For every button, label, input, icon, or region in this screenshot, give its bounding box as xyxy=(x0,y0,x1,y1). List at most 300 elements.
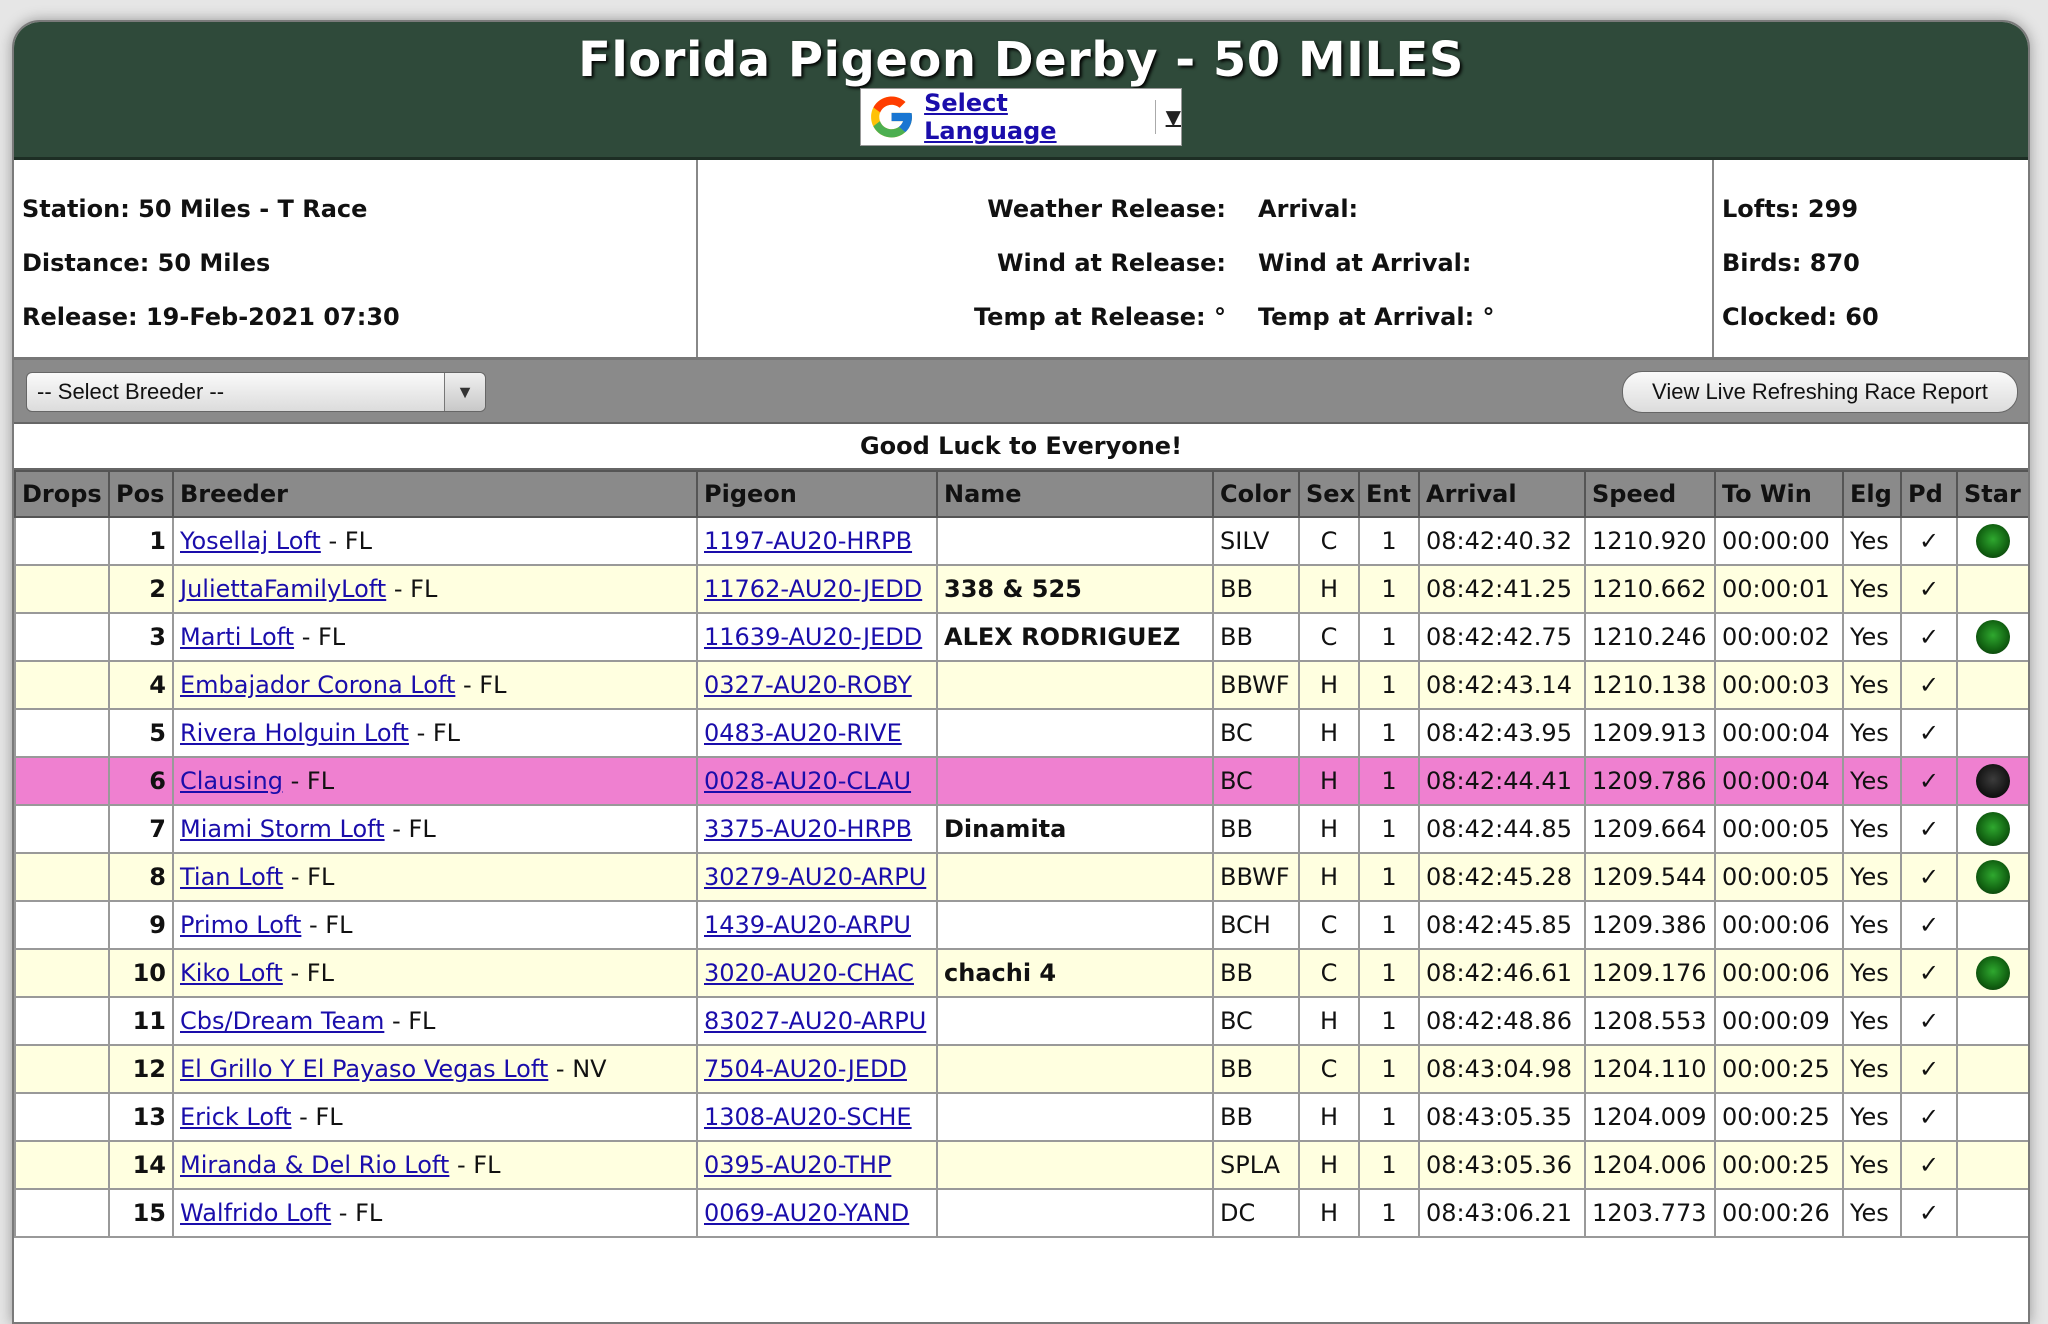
pigeon-link[interactable]: 11639-AU20-JEDD xyxy=(704,623,923,651)
eligible-cell: Yes xyxy=(1843,1141,1901,1189)
paid-cell: ✓ xyxy=(1901,757,1957,805)
to-win-cell: 00:00:09 xyxy=(1715,997,1843,1045)
breeder-link[interactable]: Marti Loft xyxy=(180,623,295,651)
star-cell xyxy=(1957,757,2029,805)
pigeon-link[interactable]: 11762-AU20-JEDD xyxy=(704,575,923,603)
announcement-text: Good Luck to Everyone! xyxy=(14,424,2028,470)
entries-cell: 1 xyxy=(1359,1189,1419,1237)
breeder-link[interactable]: Kiko Loft xyxy=(180,959,283,987)
eligible-cell: Yes xyxy=(1843,661,1901,709)
eligible-cell: Yes xyxy=(1843,517,1901,565)
dropdown-arrow-icon[interactable]: ▼ xyxy=(1165,105,1181,129)
breeder-state: - FL xyxy=(291,1103,343,1131)
to-win-cell: 00:00:25 xyxy=(1715,1141,1843,1189)
speed-cell: 1203.773 xyxy=(1585,1189,1715,1237)
pigeon-link[interactable]: 0327-AU20-ROBY xyxy=(704,671,912,699)
entries-cell: 1 xyxy=(1359,757,1419,805)
pigeon-link[interactable]: 83027-AU20-ARPU xyxy=(704,1007,927,1035)
table-row[interactable] xyxy=(15,1093,2029,1141)
breeder-state: - FL xyxy=(455,671,507,699)
speed-cell: 1209.786 xyxy=(1585,757,1715,805)
column-header: Sex xyxy=(1299,471,1359,517)
column-header: To Win xyxy=(1715,471,1843,517)
position-cell: 11 xyxy=(109,997,173,1045)
to-win-cell: 00:00:02 xyxy=(1715,613,1843,661)
drops-cell xyxy=(15,565,109,613)
breeder-cell xyxy=(173,901,697,949)
arrival-cell: 08:42:44.41 xyxy=(1419,757,1585,805)
column-header: Drops xyxy=(15,471,109,517)
position-cell: 9 xyxy=(109,901,173,949)
breeder-select[interactable] xyxy=(26,372,486,412)
paid-cell: ✓ xyxy=(1901,901,1957,949)
breeder-cell xyxy=(173,661,697,709)
google-logo-icon xyxy=(867,92,916,142)
speed-cell: 1210.246 xyxy=(1585,613,1715,661)
pigeon-name-cell xyxy=(937,517,1213,565)
arrival-cell: 08:43:04.98 xyxy=(1419,1045,1585,1093)
chevron-down-icon[interactable]: ▼ xyxy=(444,373,485,411)
pigeon-cell xyxy=(697,613,937,661)
page-header xyxy=(14,22,2028,160)
breeder-state: - FL xyxy=(384,815,436,843)
birds-count: Birds: 870 xyxy=(1722,249,1860,277)
sex-cell: H xyxy=(1299,757,1359,805)
column-header: Breeder xyxy=(173,471,697,517)
arrival-text: Arrival: xyxy=(1258,195,1359,223)
sex-cell: H xyxy=(1299,805,1359,853)
sex-cell: H xyxy=(1299,1093,1359,1141)
breeder-link[interactable]: Primo Loft xyxy=(180,911,302,939)
star-icon[interactable] xyxy=(1976,956,2010,990)
to-win-cell: 00:00:04 xyxy=(1715,757,1843,805)
eligible-cell: Yes xyxy=(1843,1189,1901,1237)
entries-cell: 1 xyxy=(1359,853,1419,901)
table-row[interactable] xyxy=(15,853,2029,901)
color-cell: BCH xyxy=(1213,901,1299,949)
position-cell: 5 xyxy=(109,709,173,757)
position-cell: 15 xyxy=(109,1189,173,1237)
sex-cell: C xyxy=(1299,1045,1359,1093)
position-cell: 2 xyxy=(109,565,173,613)
temp-release-text: Temp at Release: ° xyxy=(974,303,1226,331)
sex-cell: H xyxy=(1299,853,1359,901)
breeder-link[interactable]: El Grillo Y El Payaso Vegas Loft xyxy=(180,1055,549,1083)
entries-cell: 1 xyxy=(1359,1045,1419,1093)
entries-cell: 1 xyxy=(1359,517,1419,565)
sex-cell: H xyxy=(1299,997,1359,1045)
to-win-cell: 00:00:06 xyxy=(1715,949,1843,997)
pigeon-name-cell xyxy=(937,757,1213,805)
pigeon-link[interactable]: 7504-AU20-JEDD xyxy=(704,1055,907,1083)
pigeon-cell xyxy=(697,805,937,853)
pigeon-cell xyxy=(697,1093,937,1141)
speed-cell: 1204.009 xyxy=(1585,1093,1715,1141)
position-cell: 1 xyxy=(109,517,173,565)
entries-cell: 1 xyxy=(1359,709,1419,757)
drops-cell xyxy=(15,949,109,997)
table-row[interactable] xyxy=(15,949,2029,997)
table-row[interactable] xyxy=(15,997,2029,1045)
page-title: Florida Pigeon Derby - 50 MILES xyxy=(578,32,1464,88)
star-icon[interactable] xyxy=(1976,860,2010,894)
pigeon-cell xyxy=(697,1045,937,1093)
column-header: Ent xyxy=(1359,471,1419,517)
breeder-state: - FL xyxy=(294,623,346,651)
live-report-button[interactable]: View Live Refreshing Race Report xyxy=(1622,371,2018,413)
to-win-cell: 00:00:05 xyxy=(1715,805,1843,853)
breeder-state: - FL xyxy=(301,911,353,939)
breeder-link[interactable]: Clausing xyxy=(180,767,283,795)
pigeon-link[interactable]: 30279-AU20-ARPU xyxy=(704,863,927,891)
speed-cell: 1209.544 xyxy=(1585,853,1715,901)
eligible-cell: Yes xyxy=(1843,949,1901,997)
to-win-cell: 00:00:01 xyxy=(1715,565,1843,613)
pigeon-name-cell: 338 & 525 xyxy=(937,565,1213,613)
table-row[interactable] xyxy=(15,757,2029,805)
sex-cell: C xyxy=(1299,901,1359,949)
breeder-state: - FL xyxy=(386,575,438,603)
star-icon[interactable] xyxy=(1976,812,2010,846)
position-cell: 13 xyxy=(109,1093,173,1141)
column-header: Pigeon xyxy=(697,471,937,517)
arrival-cell: 08:42:43.14 xyxy=(1419,661,1585,709)
drops-cell xyxy=(15,805,109,853)
speed-cell: 1204.006 xyxy=(1585,1141,1715,1189)
clocked-count: Clocked: 60 xyxy=(1722,303,1879,331)
eligible-cell: Yes xyxy=(1843,757,1901,805)
color-cell: SPLA xyxy=(1213,1141,1299,1189)
table-row[interactable] xyxy=(15,805,2029,853)
eligible-cell: Yes xyxy=(1843,613,1901,661)
paid-cell: ✓ xyxy=(1901,1093,1957,1141)
arrival-cell: 08:43:05.35 xyxy=(1419,1093,1585,1141)
eligible-cell: Yes xyxy=(1843,565,1901,613)
to-win-cell: 00:00:04 xyxy=(1715,709,1843,757)
race-stats xyxy=(1714,160,2028,357)
breeder-link[interactable]: Miranda & Del Rio Loft xyxy=(180,1151,450,1179)
pigeon-name-cell: Dinamita xyxy=(937,805,1213,853)
to-win-cell: 00:00:05 xyxy=(1715,853,1843,901)
language-selector[interactable] xyxy=(860,88,1182,146)
distance-text: Distance: 50 Miles xyxy=(22,249,271,277)
entries-cell: 1 xyxy=(1359,949,1419,997)
color-cell: BC xyxy=(1213,709,1299,757)
toolbar xyxy=(14,360,2028,424)
color-cell: BBWF xyxy=(1213,661,1299,709)
drops-cell xyxy=(15,1141,109,1189)
pigeon-link[interactable]: 0395-AU20-THP xyxy=(704,1151,892,1179)
breeder-state: - FL xyxy=(449,1151,501,1179)
table-row[interactable] xyxy=(15,613,2029,661)
breeder-cell xyxy=(173,949,697,997)
arrival-cell: 08:42:45.28 xyxy=(1419,853,1585,901)
sex-cell: H xyxy=(1299,709,1359,757)
arrival-cell: 08:43:06.21 xyxy=(1419,1189,1585,1237)
breeder-cell xyxy=(173,709,697,757)
column-header: Pos xyxy=(109,471,173,517)
arrival-cell: 08:42:46.61 xyxy=(1419,949,1585,997)
results-table xyxy=(14,470,2030,1238)
arrival-cell: 08:42:45.85 xyxy=(1419,901,1585,949)
drops-cell xyxy=(15,997,109,1045)
sex-cell: C xyxy=(1299,613,1359,661)
breeder-link[interactable]: Miami Storm Loft xyxy=(180,815,385,843)
temp-arrival-text: Temp at Arrival: ° xyxy=(1258,303,1495,331)
drops-cell xyxy=(15,1189,109,1237)
speed-cell: 1208.553 xyxy=(1585,997,1715,1045)
breeder-cell xyxy=(173,997,697,1045)
breeder-link[interactable]: Walfrido Loft xyxy=(180,1199,332,1227)
column-header: Arrival xyxy=(1419,471,1585,517)
color-cell: BB xyxy=(1213,613,1299,661)
star-cell xyxy=(1957,805,2029,853)
column-header: Speed xyxy=(1585,471,1715,517)
star-icon[interactable] xyxy=(1976,764,2010,798)
star-cell xyxy=(1957,1141,2029,1189)
to-win-cell: 00:00:00 xyxy=(1715,517,1843,565)
eligible-cell: Yes xyxy=(1843,853,1901,901)
language-divider xyxy=(1155,100,1156,134)
weather-details xyxy=(698,160,1714,357)
breeder-link[interactable]: JuliettaFamilyLoft xyxy=(180,575,387,603)
paid-cell: ✓ xyxy=(1901,1189,1957,1237)
breeder-state: - NV xyxy=(548,1055,607,1083)
select-language-link[interactable]: Select Language xyxy=(924,89,1057,145)
pigeon-link[interactable]: 3375-AU20-HRPB xyxy=(704,815,913,843)
breeder-link[interactable]: Cbs/Dream Team xyxy=(180,1007,385,1035)
breeder-link[interactable]: Erick Loft xyxy=(180,1103,292,1131)
breeder-cell xyxy=(173,517,697,565)
eligible-cell: Yes xyxy=(1843,1045,1901,1093)
release-text: Release: 19-Feb-2021 07:30 xyxy=(22,303,400,331)
star-cell xyxy=(1957,997,2029,1045)
breeder-state: - FL xyxy=(408,719,461,747)
color-cell: BC xyxy=(1213,997,1299,1045)
paid-cell: ✓ xyxy=(1901,613,1957,661)
drops-cell xyxy=(15,661,109,709)
paid-cell: ✓ xyxy=(1901,709,1957,757)
star-cell xyxy=(1957,517,2029,565)
speed-cell: 1209.386 xyxy=(1585,901,1715,949)
eligible-cell: Yes xyxy=(1843,709,1901,757)
drops-cell xyxy=(15,1045,109,1093)
color-cell: BB xyxy=(1213,1093,1299,1141)
color-cell: SILV xyxy=(1213,517,1299,565)
position-cell: 10 xyxy=(109,949,173,997)
star-cell xyxy=(1957,949,2029,997)
table-row[interactable] xyxy=(15,901,2029,949)
drops-cell xyxy=(15,517,109,565)
speed-cell: 1210.920 xyxy=(1585,517,1715,565)
speed-cell: 1209.664 xyxy=(1585,805,1715,853)
entries-cell: 1 xyxy=(1359,997,1419,1045)
to-win-cell: 00:00:26 xyxy=(1715,1189,1843,1237)
sex-cell: C xyxy=(1299,517,1359,565)
table-row[interactable] xyxy=(15,709,2029,757)
pigeon-name-cell: chachi 4 xyxy=(937,949,1213,997)
star-cell xyxy=(1957,709,2029,757)
pigeon-cell xyxy=(697,997,937,1045)
column-header: Star xyxy=(1957,471,2029,517)
breeder-cell xyxy=(173,757,697,805)
position-cell: 4 xyxy=(109,661,173,709)
position-cell: 14 xyxy=(109,1141,173,1189)
position-cell: 3 xyxy=(109,613,173,661)
arrival-cell: 08:42:42.75 xyxy=(1419,613,1585,661)
pigeon-name-cell xyxy=(937,901,1213,949)
wind-release-text: Wind at Release: xyxy=(997,249,1226,277)
entries-cell: 1 xyxy=(1359,805,1419,853)
pigeon-cell xyxy=(697,1141,937,1189)
pigeon-link[interactable]: 0028-AU20-CLAU xyxy=(704,767,912,795)
column-header: Pd xyxy=(1901,471,1957,517)
color-cell: BB xyxy=(1213,805,1299,853)
race-info-panel xyxy=(14,160,2028,360)
star-icon[interactable] xyxy=(1976,620,2010,654)
entries-cell: 1 xyxy=(1359,661,1419,709)
position-cell: 8 xyxy=(109,853,173,901)
table-header-row xyxy=(15,471,2029,517)
pigeon-link[interactable]: 1197-AU20-HRPB xyxy=(704,527,913,555)
arrival-cell: 08:42:43.95 xyxy=(1419,709,1585,757)
table-row[interactable] xyxy=(15,1189,2029,1237)
breeder-select-value: -- Select Breeder -- xyxy=(37,379,225,404)
pigeon-cell xyxy=(697,757,937,805)
breeder-cell xyxy=(173,613,697,661)
star-cell xyxy=(1957,1045,2029,1093)
to-win-cell: 00:00:03 xyxy=(1715,661,1843,709)
pigeon-name-cell xyxy=(937,1093,1213,1141)
table-row[interactable] xyxy=(15,661,2029,709)
pigeon-name-cell xyxy=(937,997,1213,1045)
color-cell: BC xyxy=(1213,757,1299,805)
pigeon-link[interactable]: 1439-AU20-ARPU xyxy=(704,911,911,939)
breeder-link[interactable]: Tian Loft xyxy=(180,863,284,891)
arrival-cell: 08:43:05.36 xyxy=(1419,1141,1585,1189)
speed-cell: 1209.913 xyxy=(1585,709,1715,757)
paid-cell: ✓ xyxy=(1901,805,1957,853)
breeder-state: - FL xyxy=(320,527,372,555)
star-cell xyxy=(1957,661,2029,709)
paid-cell: ✓ xyxy=(1901,517,1957,565)
paid-cell: ✓ xyxy=(1901,1141,1957,1189)
entries-cell: 1 xyxy=(1359,565,1419,613)
breeder-cell xyxy=(173,853,697,901)
breeder-cell xyxy=(173,1189,697,1237)
drops-cell xyxy=(15,1093,109,1141)
star-icon[interactable] xyxy=(1976,524,2010,558)
eligible-cell: Yes xyxy=(1843,997,1901,1045)
breeder-cell xyxy=(173,1093,697,1141)
star-cell xyxy=(1957,853,2029,901)
report-frame xyxy=(12,20,2030,1324)
color-cell: DC xyxy=(1213,1189,1299,1237)
sex-cell: C xyxy=(1299,949,1359,997)
to-win-cell: 00:00:25 xyxy=(1715,1093,1843,1141)
table-row[interactable] xyxy=(15,517,2029,565)
drops-cell xyxy=(15,757,109,805)
pigeon-name-cell xyxy=(937,709,1213,757)
paid-cell: ✓ xyxy=(1901,661,1957,709)
pigeon-link[interactable]: 3020-AU20-CHAC xyxy=(704,959,914,987)
eligible-cell: Yes xyxy=(1843,1093,1901,1141)
speed-cell: 1210.662 xyxy=(1585,565,1715,613)
table-row[interactable] xyxy=(15,1045,2029,1093)
pigeon-name-cell xyxy=(937,1189,1213,1237)
to-win-cell: 00:00:06 xyxy=(1715,901,1843,949)
drops-cell xyxy=(15,901,109,949)
breeder-link[interactable]: Yosellaj Loft xyxy=(180,527,321,555)
position-cell: 12 xyxy=(109,1045,173,1093)
sex-cell: H xyxy=(1299,1141,1359,1189)
entries-cell: 1 xyxy=(1359,1093,1419,1141)
weather-release-text: Weather Release: xyxy=(987,195,1226,223)
pigeon-cell xyxy=(697,661,937,709)
color-cell: BBWF xyxy=(1213,853,1299,901)
sex-cell: H xyxy=(1299,1189,1359,1237)
pigeon-link[interactable]: 0483-AU20-RIVE xyxy=(704,719,902,747)
entries-cell: 1 xyxy=(1359,1141,1419,1189)
color-cell: BB xyxy=(1213,949,1299,997)
wind-arrival-text: Wind at Arrival: xyxy=(1258,249,1472,277)
pigeon-cell xyxy=(697,853,937,901)
breeder-cell xyxy=(173,805,697,853)
breeder-state: - FL xyxy=(384,1007,436,1035)
table-row[interactable] xyxy=(15,1141,2029,1189)
star-cell xyxy=(1957,1189,2029,1237)
table-row[interactable] xyxy=(15,565,2029,613)
entries-cell: 1 xyxy=(1359,901,1419,949)
pigeon-name-cell: ALEX RODRIGUEZ xyxy=(937,613,1213,661)
pigeon-cell xyxy=(697,949,937,997)
eligible-cell: Yes xyxy=(1843,901,1901,949)
breeder-state: - FL xyxy=(283,863,335,891)
pigeon-cell xyxy=(697,565,937,613)
eligible-cell: Yes xyxy=(1843,805,1901,853)
sex-cell: H xyxy=(1299,661,1359,709)
paid-cell: ✓ xyxy=(1901,997,1957,1045)
pigeon-cell xyxy=(697,901,937,949)
column-header: Color xyxy=(1213,471,1299,517)
station-text: Station: 50 Miles - T Race xyxy=(22,195,368,223)
breeder-cell xyxy=(173,565,697,613)
pigeon-cell xyxy=(697,1189,937,1237)
pigeon-name-cell xyxy=(937,661,1213,709)
breeder-state: - FL xyxy=(331,1199,383,1227)
table-body xyxy=(15,517,2029,1237)
entries-cell: 1 xyxy=(1359,613,1419,661)
pigeon-cell xyxy=(697,517,937,565)
breeder-cell xyxy=(173,1141,697,1189)
pigeon-name-cell xyxy=(937,1141,1213,1189)
breeder-state: - FL xyxy=(282,959,334,987)
pigeon-cell xyxy=(697,709,937,757)
sex-cell: H xyxy=(1299,565,1359,613)
star-cell xyxy=(1957,613,2029,661)
pigeon-link[interactable]: 1308-AU20-SCHE xyxy=(704,1103,912,1131)
pigeon-link[interactable]: 0069-AU20-YAND xyxy=(704,1199,910,1227)
breeder-link[interactable]: Rivera Holguin Loft xyxy=(180,719,409,747)
breeder-link[interactable]: Embajador Corona Loft xyxy=(180,671,456,699)
star-cell xyxy=(1957,901,2029,949)
star-cell xyxy=(1957,1093,2029,1141)
speed-cell: 1204.110 xyxy=(1585,1045,1715,1093)
paid-cell: ✓ xyxy=(1901,853,1957,901)
arrival-cell: 08:42:40.32 xyxy=(1419,517,1585,565)
arrival-cell: 08:42:48.86 xyxy=(1419,997,1585,1045)
column-header: Elg xyxy=(1843,471,1901,517)
